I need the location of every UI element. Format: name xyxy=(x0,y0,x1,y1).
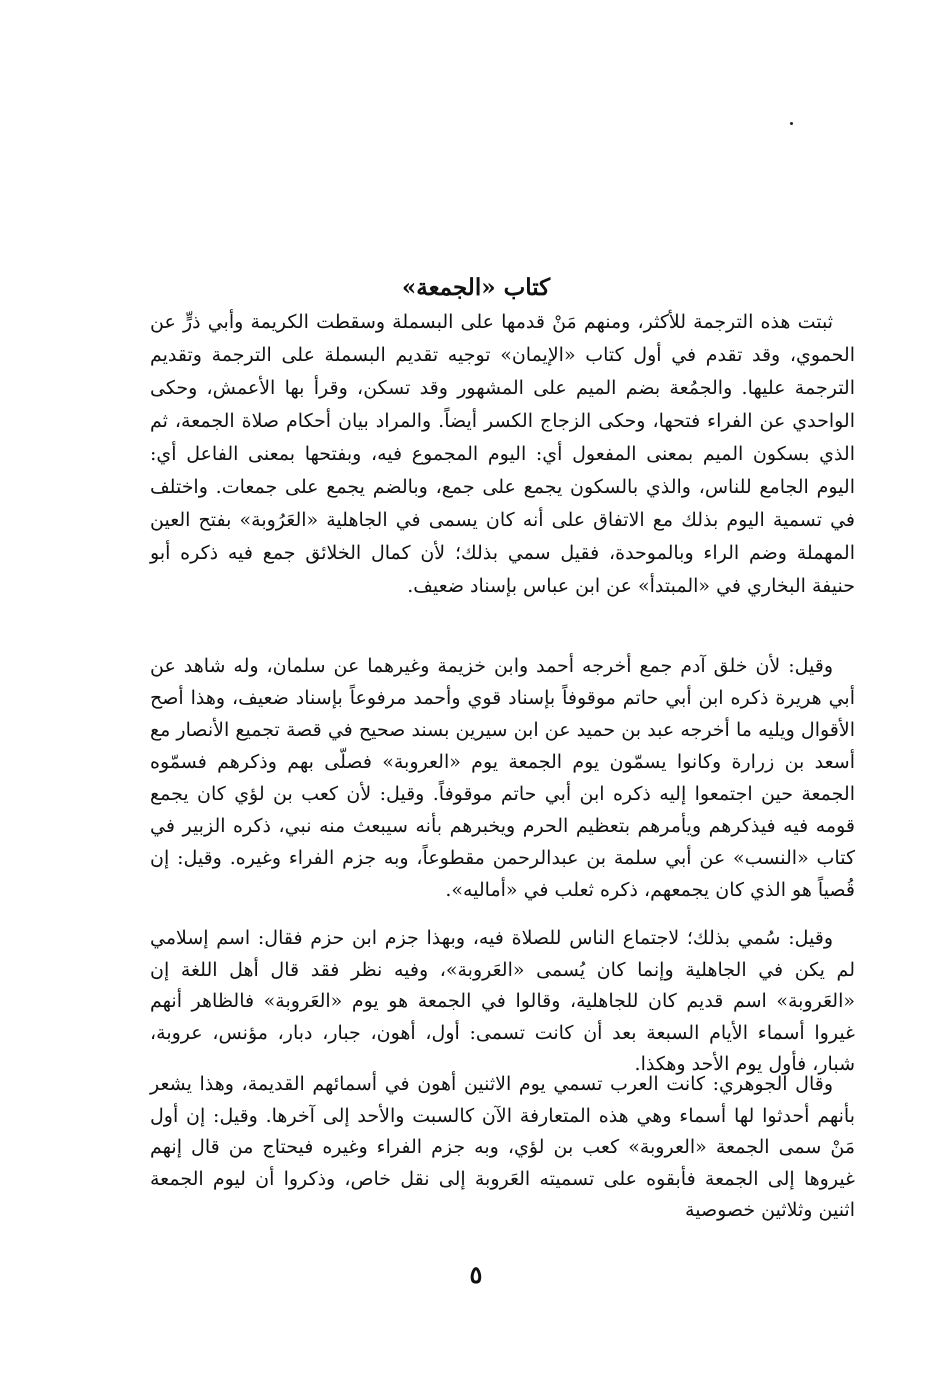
chapter-title: كتاب «الجمعة» xyxy=(401,274,551,302)
paragraph-3: وقيل: سُمي بذلك؛ لاجتماع الناس للصلاة فيه، وبهذا جزم ابن حزم فقال: اسم إسلامي لم يكن في الجاهلية وإنما كان يُسمى «العَروبة»، وفيه نظر فقد قال أهل اللغة إن «العَروبة» اسم قديم كان للجاهلية، وقالوا في الجمعة هو يوم «العَروبة» فالظاهر أنهم غيروا أسماء الأيام السبعة بعد أن كانت تسمى: أول، أهون، جبار، دبار، مؤنس، عروبة، شبار، فأول يوم الأحد وهكذا. xyxy=(150,927,855,1075)
paragraph-1: ثبتت هذه الترجمة للأكثر، ومنهم مَنْ قدمها على البسملة وسقطت الكريمة وأبي ذرٍّ عن الحموي، وقد تقدم في أول كتاب «الإيمان» توجيه تقديم البسملة على الترجمة وتقديم الترجمة عليها. والجمُعة بضم الميم على المشهور وقد تسكن، وقرأ بها الأعمش، وحكى الواحدي عن الفراء فتحها، وحكى الزجاج الكسر أيضاً. والمراد بيان أحكام صلاة الجمعة، ثم الذي بسكون الميم بمعنى المفعول أي: اليوم المجموع فيه، وبفتحها بمعنى الفاعل أي: اليوم الجامع للناس، والذي بالسكون يجمع على جمع، وبالضم يجمع على جمعات. واختلف في تسمية اليوم بذلك مع الاتفاق على أنه كان يسمى في الجاهلية «العَرُوبة» بفتح العين المهملة وضم الراء وبالموحدة، فقيل سمي بذلك؛ لأن كمال الخلائق جمع فيه ذكره أبو حنيفة البخاري في «المبتدأ» عن ابن عباس بإسناد ضعيف. xyxy=(150,311,855,597)
paragraph-2: وقيل: لأن خلق آدم جمع أخرجه أحمد وابن خزيمة وغيرهما عن سلمان، وله شاهد عن أبي هريرة ذكره ابن أبي حاتم موقوفاً بإسناد قوي وأحمد مرفوعاً بإسناد ضعيف، وهذا أصح الأقوال ويليه ما أخرجه عبد بن حميد عن ابن سيرين بسند صحيح في قصة تجميع الأنصار مع أسعد بن زرارة وكانوا يسمّون يوم الجمعة يوم «العروبة» فصلّى بهم وذكرهم فسمّوه الجمعة حين اجتمعوا إليه ذكره ابن أبي حاتم موقوفاً. وقيل: لأن كعب بن لؤي كان يجمع قومه فيه فيذكرهم ويأمرهم بتعظيم الحرم ويخبرهم بأنه سيبعث منه نبي، ذكره الزبير في كتاب «النسب» عن أبي سلمة بن عبدالرحمن مقطوعاً، وبه جزم الفراء وغيره. وقيل: إن قُصياً هو الذي كان يجمعهم، ذكره ثعلب في «أماليه». xyxy=(150,655,855,901)
paragraph-4: وقال الجوهري: كانت العرب تسمي يوم الاثنين أهون في أسمائهم القديمة، وهذا يشعر بأنهم أحدثوا لها أسماء وهي هذه المتعارفة الآن كالسبت والأحد إلى آخرها. وقيل: إن أول مَنْ سمى الجمعة «العروبة» كعب بن لؤي، وبه جزم الفراء وغيره فيحتاج من قال إنهم غيروها إلى الجمعة فأبقوه على تسميته العَروبة إلى نقل خاص، وذكروا أن ليوم الجمعة اثنين وثلاثين خصوصية xyxy=(150,1073,855,1221)
ink-speck xyxy=(790,122,793,125)
page-number: ٥ xyxy=(469,1260,483,1289)
